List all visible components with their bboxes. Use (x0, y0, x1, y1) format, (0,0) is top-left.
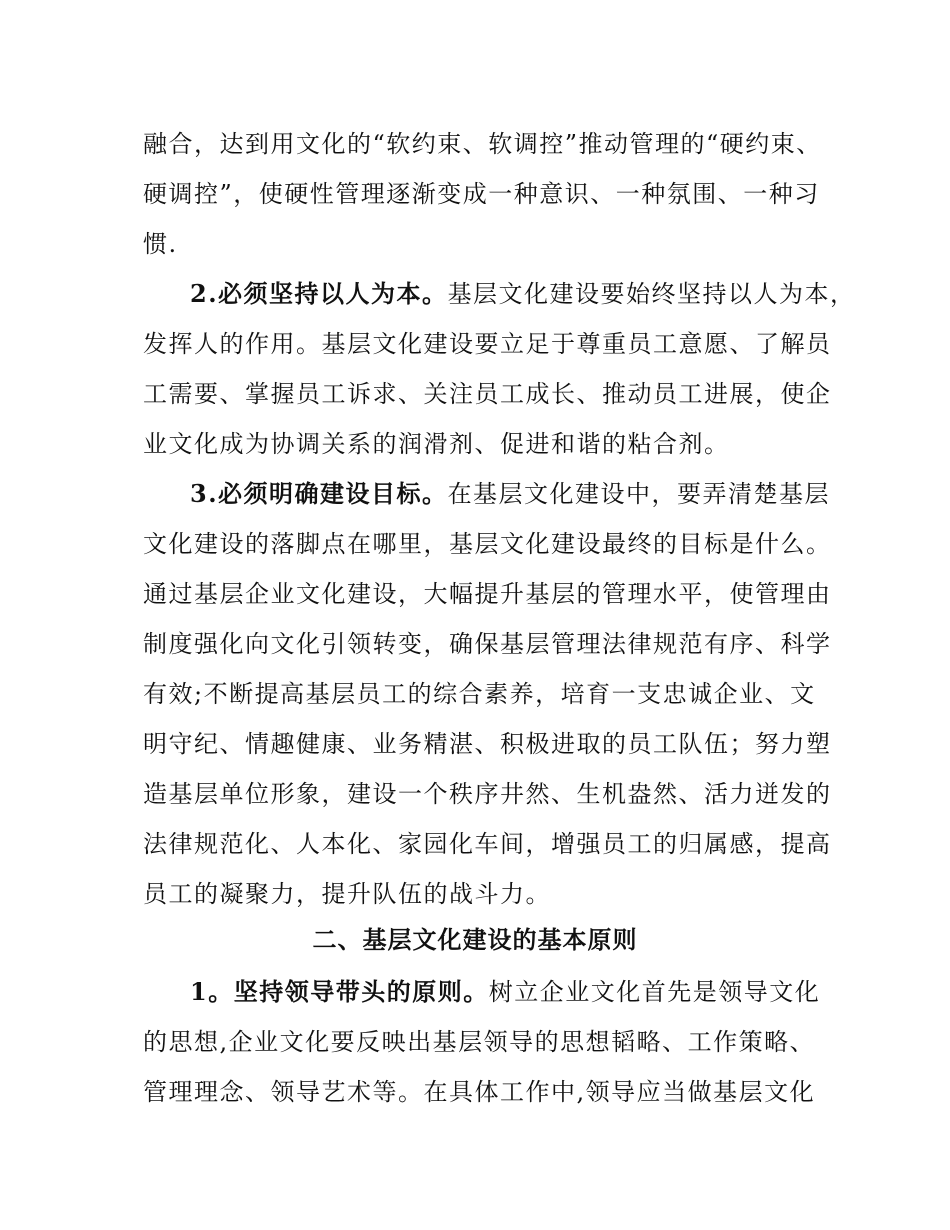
point-2-first-text: 基层文化建设要始终坚持以人为本， (447, 280, 856, 308)
point-3-lead: 3.必须明确建设目标。 (190, 479, 448, 508)
point-2-lead: 2.必须坚持以人为本。 (190, 279, 448, 308)
body-text-line: 文化建设的落脚点在哪里，基层文化建设最终的目标是什么。 (143, 530, 832, 558)
body-text-line: 发挥人的作用。基层文化建设要立足于尊重员工意愿、了解员 (143, 330, 832, 358)
body-text-line: 通过基层企业文化建设，大幅提升基层的管理水平，使管理由 (143, 580, 832, 608)
body-text-line: 有效;不断提高基层员工的综合素养，培育一支忠诚企业、文 (143, 680, 816, 708)
body-text-line: 法律规范化、人本化、家园化车间，增强员工的归属感，提高 (143, 830, 832, 858)
body-text-line: 惯. (143, 230, 178, 258)
point-2-first-line (190, 279, 870, 309)
point-3-first-line (190, 479, 870, 509)
body-text-line: 造基层单位形象，建设一个秩序井然、生机盎然、活力迸发的 (143, 780, 832, 808)
point-3-first-text: 在基层文化建设中，要弄清楚基层 (447, 480, 831, 508)
body-text-line: 制度强化向文化引领转变，确保基层管理法律规范有序、科学 (143, 630, 832, 658)
body-text-line: 管理理念、领导艺术等。在具体工作中,领导应当做基层文化 (143, 1078, 816, 1106)
body-text-line: 融合，达到用文化的“软约束、软调控”推动管理的“硬约束、 (143, 130, 822, 158)
principle-1-lead: 1。坚持领导带头的原则。 (190, 977, 489, 1006)
section-heading: 二、基层文化建设的基本原则 (312, 925, 638, 954)
body-text-line: 的思想,企业文化要反映出基层领导的思想韬略、工作策略、 (143, 1028, 816, 1056)
body-text-line: 员工的凝聚力，提升队伍的战斗力。 (143, 880, 551, 908)
body-text-line: 工需要、掌握员工诉求、关注员工成长、推动员工进展，使企 (143, 380, 832, 408)
body-text-line: 明守纪、情趣健康、业务精湛、积极进取的员工队伍；努力塑 (143, 730, 832, 758)
principle-1-first-text: 树立企业文化首先是领导文化 (488, 978, 821, 1006)
principle-1-first-line (190, 977, 870, 1007)
body-text-line: 业文化成为协调关系的润滑剂、促进和谐的粘合剂。 (143, 430, 730, 458)
body-text-line: 硬调控”，使硬性管理逐渐变成一种意识、一种氛围、一种习 (143, 180, 820, 208)
